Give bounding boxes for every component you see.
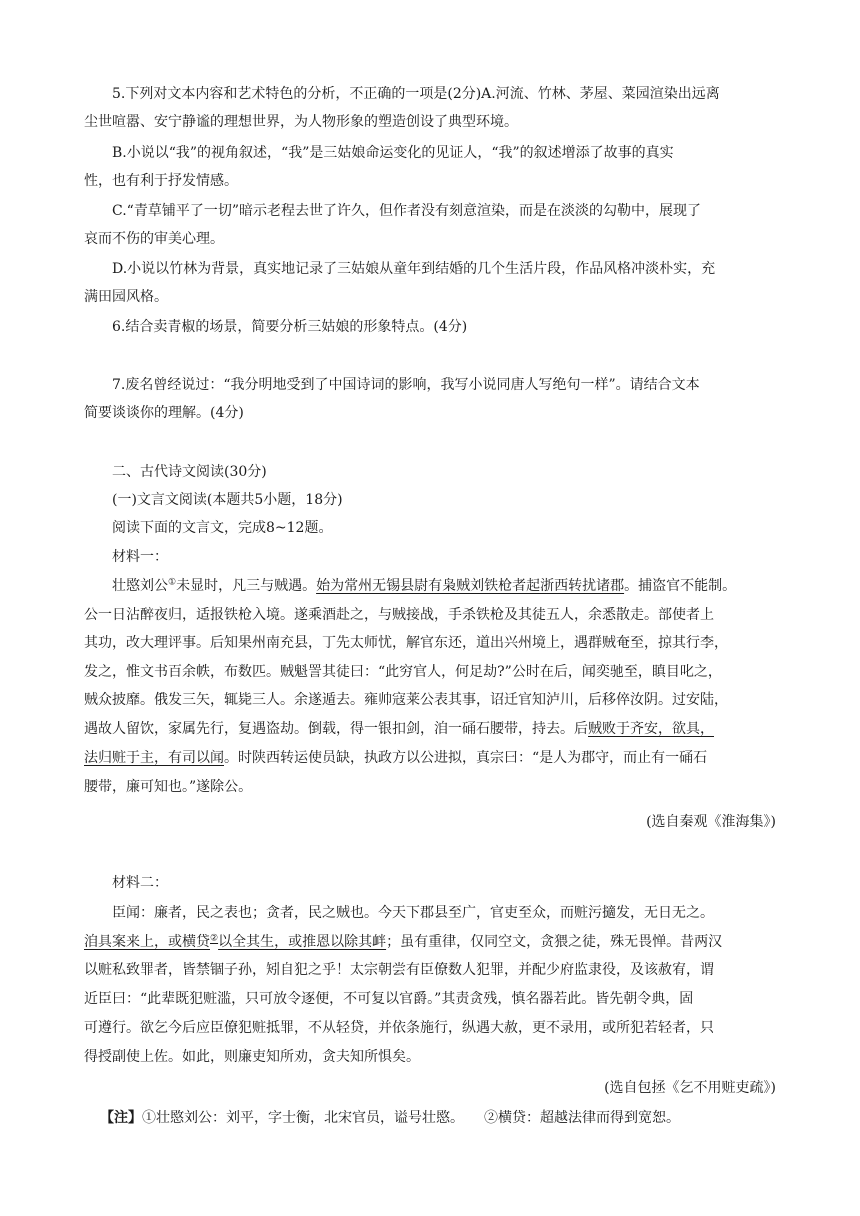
q5-option-d-line-1: D.小说以竹林为背景，真实地记录了三姑娘从童年到结婚的几个生活片段，作品风格冲淡朴实，充	[112, 261, 716, 277]
note-2: ②横贷：超越法律而得到宽恕。	[484, 1110, 680, 1126]
material-1-line-7: 法归赃于主，有司以闻。时陕西转运使员缺，执政方以公进拟，真宗曰：“是人为郡守，而止有一硧石	[84, 750, 708, 766]
notes	[100, 1108, 772, 1128]
q7-line-1: 7.废名曾经说过：“我分明地受到了中国诗词的影响，我写小说同唐人写绝句一样”。请结合文本	[112, 377, 700, 393]
material-2-line-1: 臣闻：廉者，民之表也；贪者，民之贼也。今天下郡县至广，官吏至众，而赃污擿发，无日无之。	[112, 905, 714, 921]
dotted-char-shu: 疏	[749, 1080, 764, 1096]
material-2-line-3: 以赃私致罪者，皆禁锢子孙，矧自犯之乎！太宗朝尝有臣僚数人犯罪，并配少府监隶役，及该赦宥，谓	[84, 962, 714, 978]
q5-option-b-line-1: B.小说以“我”的视角叙述，“我”是三姑娘命运变化的见证人，“我”的叙述增添了故事的真实	[112, 145, 674, 161]
underlined-sentence-2a: 贼败于齐安，欲具，	[588, 721, 714, 737]
dotted-char-jie: 解	[406, 635, 420, 651]
material-1-line-8: 腰带，廉可知也。”遂除公。	[84, 779, 253, 795]
dotted-char-li: 隶	[588, 962, 602, 978]
material-1-label: 材料一：	[112, 549, 168, 565]
material-1-line-6: 遇故人留饮，家属先行，复遇盗劫。倒载，得一银扣剑，洎一硧石腰带，持去。后贼败于齐安，欲具，	[84, 721, 714, 737]
material-1-source: (选自秦观《淮海集》)	[646, 814, 776, 830]
material-1-line-3: 其功，改大理评事。后知果州南充县，丁先太师忧，解官东还，道出兴州境上，遇群贼奄至，掠其行李，	[84, 635, 728, 651]
note-1: ①壮愍刘公：刘平，字士衡，北宋官员，谥号壮愍。	[142, 1110, 464, 1126]
material-1-line-4: 发之，惟文书百余帙，布数匹。贼魁詈其徒曰：“此穷官人，何足劫?”公时在后，闻奕驰至，瞋目叱之，	[84, 664, 722, 680]
q5-option-c-line-2: 哀而不伤的审美心理。	[84, 231, 224, 247]
underlined-sentence-1: 始为常州无锡县尉有枭贼刘铁枪者起浙西转扰诸郡	[316, 578, 625, 594]
q5-line-2: 尘世喧嚣、安宁静谧的理想世界，为人物形象的塑造创设了典型环境。	[84, 114, 518, 130]
dotted-char-quan: 劝	[294, 1049, 308, 1065]
q5-line-1: 5.下列对文本内容和艺术特色的分析，不正确的一项是(2分)A.河流、竹林、茅屋、菜园渲染出远离	[112, 86, 720, 102]
dotted-char-chu: 除	[210, 779, 225, 795]
underlined-sentence-3a: 洎具案来上，或横贷	[84, 934, 210, 950]
q7-line-2: 简要谈谈你的理解。(4分)	[84, 405, 244, 421]
section-title: 二、古代诗文阅读(30分)	[112, 464, 267, 480]
notes-label: 【注】	[100, 1110, 142, 1126]
material-1-line-5: 贼众披靡。俄发三矢，辄毙三人。余遂遁去。雍帅寇莱公表其事，诏迁官知泸川，后移倅汝阴。过安陆，	[84, 692, 728, 708]
underlined-sentence-3b: 以全其生，或推恩以除其衅	[218, 934, 387, 950]
material-1-line-1: 壮愍刘公①未显时，凡三与贼遇。始为常州无锡县尉有枭贼刘铁枪者起浙西转扰诸郡。捕盗官不能制。	[112, 577, 737, 594]
underlined-sentence-2b: 法归赃于主，有司以闻	[84, 750, 224, 766]
material-2-label: 材料二：	[112, 875, 168, 891]
material-2-line-2: 洎具案来上，或横贷②以全其生，或推恩以除其衅；虽有重律，仅同空文，贪猥之徒，殊无畏惮。昔两汉	[84, 933, 723, 950]
q5-option-c-line-1: C.“青草铺平了一切”暗示老程去世了许久，但作者没有刻意渲染，而是在淡淡的勾勒中，展现了	[112, 203, 701, 219]
section-subtitle: (一)文言文阅读(本题共5小题，18分)	[112, 492, 343, 508]
material-2-source: (选自包拯《乞不用赃吏疏》)	[604, 1080, 776, 1096]
q5-option-b-line-2: 性，也有利于抒发情感。	[84, 173, 238, 189]
material-1-line-2: 公一日沾醉夜归，适报铁枪入境。遂乘酒赴之，与贼接战，手杀铁枪及其徒五人，余悉散走。部使者上	[84, 607, 714, 623]
material-2-line-6: 得授副使上佐。如此，则廉吏知所劝，贪夫知所惧矣。	[84, 1049, 420, 1065]
q5-option-d-line-2: 满田园风格。	[84, 289, 168, 305]
material-2-line-5: 可遵行。欲乞今后应臣僚犯赃抵罪，不从轻贷，并依条施行，纵遇大赦，更不录用，或所犯若轻者，只	[84, 1020, 714, 1036]
section-instruction: 阅读下面的文言文，完成8~12题。	[112, 520, 333, 536]
material-2-line-4: 近臣曰：“此辈既犯赃滥，只可放令逐便，不可复以官爵。”其责贪残，慎名器若此。皆先朝令典，固	[84, 991, 694, 1007]
q6-line: 6.结合卖青椒的场景，简要分析三姑娘的形象特点。(4分)	[112, 319, 468, 335]
